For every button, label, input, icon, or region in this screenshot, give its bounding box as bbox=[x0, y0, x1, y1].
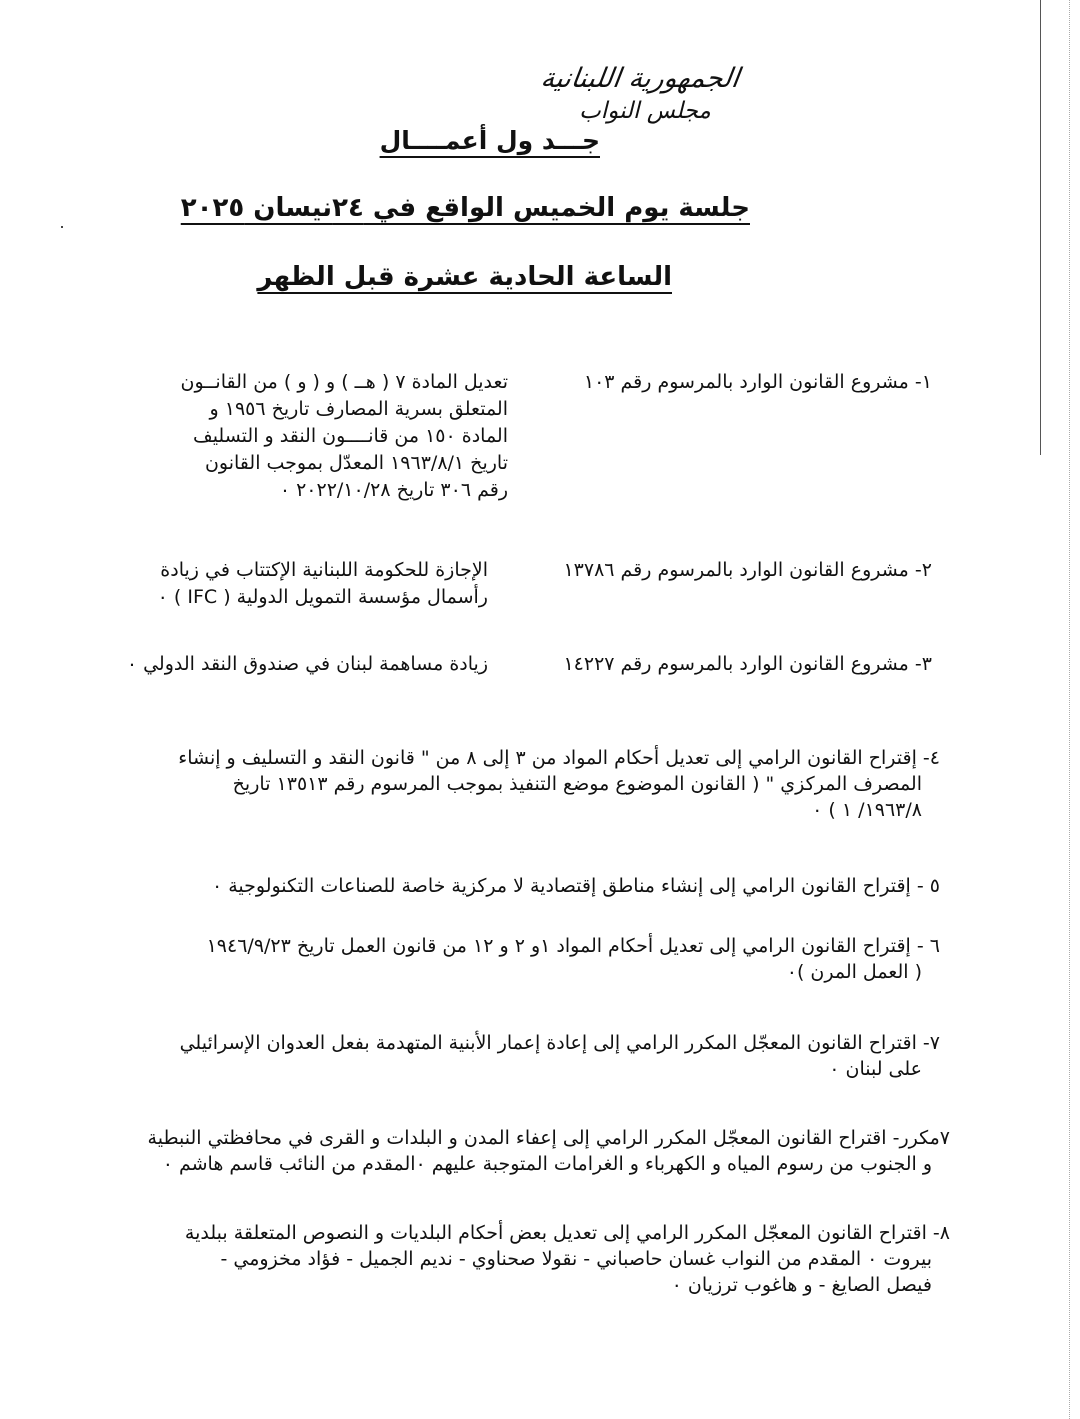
item-description-line: المادة ١٥٠ من قانــــون النقد و التسليف bbox=[193, 425, 508, 447]
item-description-line: المتعلق بسرية المصارف تاريخ ١٩٥٦ و bbox=[209, 398, 508, 420]
item-line: بيروت ٠ المقدم من النواب غسان حاصباني - نقولا صحناوي - نديم الجميل - فؤاد مخزومي - bbox=[220, 1248, 932, 1270]
item-line: إقتراح القانون الرامي إلى إنشاء مناطق إقتصادية لا مركزية خاصة للصناعات التكنولوجية ٠ bbox=[211, 875, 911, 897]
agenda-item-1-title bbox=[584, 369, 932, 395]
item-description-line: رقم ٣٠٦ تاريخ ٢٠٢٢/١٠/٢٨ ٠ bbox=[279, 479, 508, 501]
item-number: ٤- bbox=[922, 747, 940, 769]
agenda-item-2-description bbox=[158, 557, 488, 611]
scan-edge-line bbox=[1040, 0, 1041, 455]
item-number: ٧مكرر- bbox=[892, 1127, 950, 1149]
scan-speck bbox=[61, 226, 63, 228]
item-line: فيصل الصايغ - و هاغوب ترزيان ٠ bbox=[671, 1274, 932, 1296]
item-line: على لبنان ٠ bbox=[829, 1058, 922, 1080]
agenda-item-2-title bbox=[563, 557, 932, 583]
item-line: المصرف المركزي " ( القانون الموضوع موضع التنفيذ بموجب المرسوم رقم ١٣٥١٣ تاريخ bbox=[232, 773, 922, 795]
item-number: ٧- bbox=[922, 1032, 940, 1054]
item-number: ٥ - bbox=[916, 875, 940, 897]
item-number: ٢- bbox=[914, 559, 932, 581]
item-description-line: تعديل المادة ٧ ( هــ ) و ( و ) من القانــون bbox=[180, 371, 508, 393]
item-number: ٣- bbox=[914, 653, 932, 675]
agenda-title: جـــد ول أعمــــال bbox=[379, 126, 600, 155]
item-title: مشروع القانون الوارد بالمرسوم رقم ١٣٧٨٦ bbox=[563, 559, 909, 581]
item-number: ١- bbox=[914, 371, 932, 393]
item-line: إقتراح القانون الرامي إلى تعديل أحكام المواد ١و ٢ و ١٢ من قانون العمل تاريخ ١٩٤٦/٩/٢٣ bbox=[206, 935, 911, 957]
agenda-item-7 bbox=[180, 1030, 940, 1082]
agenda-item-5 bbox=[212, 873, 940, 899]
item-number: ٨- bbox=[932, 1222, 950, 1244]
item-line: إقتراح القانون الرامي إلى تعديل أحكام المواد من ٣ إلى ٨ من " قانون النقد و التسليف و إنشاء bbox=[178, 747, 917, 769]
agenda-item-1-description bbox=[181, 369, 508, 504]
item-description-line: زيادة مساهمة لبنان في صندوق النقد الدولي ٠ bbox=[126, 653, 488, 675]
republic-name: الجمهورية اللبنانية bbox=[538, 63, 742, 94]
agenda-item-7-bis bbox=[148, 1125, 950, 1177]
council-name: مجلس النواب bbox=[579, 98, 711, 124]
item-line: اقتراح القانون المعجّل المكرر الرامي إلى إعادة إعمار الأبنية المتهدمة بفعل العدوان الإسرائيلي bbox=[179, 1032, 917, 1054]
scan-edge-dots bbox=[1069, 0, 1070, 1419]
item-line: اقتراح القانون المعجّل المكرر الرامي إلى إعفاء المدن و البلدات و القرى في محافظتي النبطية bbox=[147, 1127, 887, 1149]
letterhead-logo bbox=[530, 62, 750, 126]
item-title: مشروع القانون الوارد بالمرسوم رقم ١٤٢٢٧ bbox=[563, 653, 909, 675]
item-description-line: تاريخ ١٩٦٣/٨/١ المعدّل بموجب القانون bbox=[204, 452, 508, 474]
item-number: ٦ - bbox=[916, 935, 940, 957]
agenda-item-8 bbox=[185, 1220, 950, 1298]
item-description-line: رأسمال مؤسسة التمويل الدولية ( IFC ) ٠ bbox=[157, 586, 488, 608]
item-line: اقتراح القانون المعجّل المكرر الرامي إلى تعديل بعض أحكام البلديات و النصوص المتعلقة ببلدية bbox=[184, 1222, 927, 1244]
item-line: ١٩٦٣/٨/ ١ ) ٠ bbox=[812, 799, 922, 821]
agenda-item-4 bbox=[178, 745, 940, 823]
agenda-item-6 bbox=[207, 933, 940, 985]
item-title: مشروع القانون الوارد بالمرسوم رقم ١٠٣ bbox=[583, 371, 909, 393]
session-time-heading: الساعة الحادية عشرة قبل الظهر bbox=[257, 262, 672, 292]
item-line: و الجنوب من رسوم المياه و الكهرباء و الغرامات المتوجبة عليهم ٠المقدم من النائب قاسم هاشم ٠ bbox=[162, 1153, 932, 1175]
item-line: ( العمل المرن )٠ bbox=[786, 961, 922, 983]
agenda-item-3-title bbox=[563, 651, 932, 677]
agenda-item-3-description bbox=[127, 651, 488, 678]
item-description-line: الإجازة للحكومة اللبنانية الإكتتاب في زيادة bbox=[160, 559, 488, 581]
session-date-heading: جلسة يوم الخميس الواقع في ٢٤نيسان ٢٠٢٥ bbox=[180, 193, 750, 223]
